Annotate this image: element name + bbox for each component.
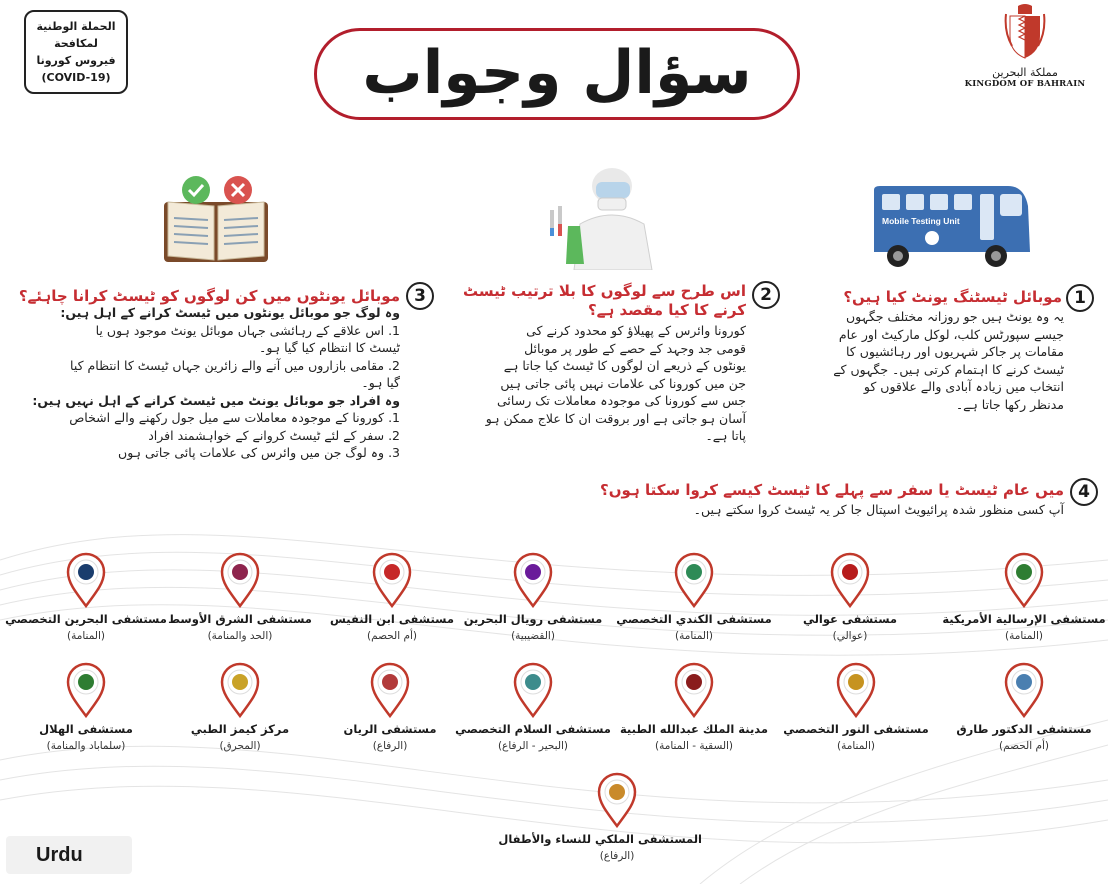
hospital-item	[155, 662, 325, 752]
ibn-alnafees-logo-icon	[372, 552, 412, 608]
hospital-name: مستشفى الشرق الأوسط	[168, 612, 312, 626]
book-check-cross-icon	[160, 174, 272, 268]
middle-east-logo-icon	[220, 552, 260, 608]
kingdom-logo	[960, 2, 1090, 89]
page-title: سؤال وجواب	[314, 28, 800, 120]
hospital-location: (أم الحصم)	[367, 630, 417, 642]
answer-text	[8, 304, 400, 462]
answer-line: 2. مقامی بازاروں میں آنے والے زائرین جہاں ٹیسٹ کا انتظام کیا	[70, 357, 400, 373]
question-title: موبائل یونٹوں میں کن لوگوں کو ٹیسٹ کرانا چاہئے؟	[18, 287, 400, 305]
coat-of-arms-icon	[1002, 2, 1048, 60]
hospital-name: مستشفى الريان	[343, 722, 437, 736]
hospital-item	[155, 552, 325, 642]
campaign-badge	[24, 10, 128, 94]
question-number: 1	[1066, 284, 1094, 312]
hospital-name: مستشفى الدكتور طارق	[956, 722, 1092, 736]
hospital-location: (البحير - الرفاع)	[497, 740, 569, 752]
hospital-item	[939, 552, 1108, 642]
answer-line: گیا ہو۔	[361, 375, 400, 390]
hospital-location: (المنامة)	[66, 630, 105, 642]
bahrain-specialist-logo-icon	[66, 552, 106, 608]
hospital-item	[765, 552, 935, 642]
dr-tariq-logo-icon	[1004, 662, 1044, 718]
health-worker-icon	[540, 166, 670, 270]
answer-line: مدنظر رکھا جاتا ہے۔	[955, 396, 1064, 412]
hospital-name: مستشفى الإرسالية الأمريكية	[942, 612, 1106, 626]
question-number: 3	[406, 282, 434, 310]
answer-line: 1. اس علاقے کے رہائشی جہاں موبائل یونٹ موجود ہوں یا	[95, 322, 400, 338]
answer-line: جس سے کورونا کی موجودہ معاملات تک رسائی	[497, 393, 746, 408]
answer-line: یہ وہ یونٹ ہیں جو روزانہ مختلف جگہوں	[845, 309, 1064, 324]
answer-line: پاتا ہے۔	[705, 428, 746, 443]
answer-line: کورونا وائرس کے پھیلاؤ کو محدود کرنے کی	[526, 323, 746, 338]
mobile-testing-bus	[868, 182, 1034, 272]
awali-logo-icon	[830, 552, 870, 608]
hospital-name: المستشفى الملكي للنساء والأطفال	[498, 832, 702, 846]
hospital-name: مستشفى ابن النفيس	[330, 612, 454, 626]
bus-icon	[868, 182, 1034, 272]
hospital-name: مستشفى النور التخصصي	[783, 722, 929, 736]
alnoor-logo-icon	[836, 662, 876, 718]
answer-line: انتخاب میں زیادہ آبادی والے علاقوں کو	[863, 379, 1064, 394]
question-title: موبائل ٹیسٹنگ یونٹ کیا ہیں؟	[843, 288, 1062, 306]
hospital-name: مستشفى الهلال	[39, 722, 133, 736]
campaign-line: الحملة الوطنية	[36, 20, 116, 33]
royal-women-children-logo-icon	[597, 772, 637, 828]
campaign-line: (COVID-19)	[41, 71, 111, 84]
royal-bahrain-logo-icon	[513, 552, 553, 608]
hospital-name: مستشفى السلام التخصصي	[455, 722, 611, 736]
answer-line: جن میں کورونا کی علامات نہیں پائی جاتی ہیں	[500, 375, 746, 391]
alkindi-logo-icon	[674, 552, 714, 608]
american-mission-logo-icon	[1004, 552, 1044, 608]
hospital-name: مستشفى عوالي	[802, 612, 898, 626]
hospital-location: (المحرق)	[219, 740, 261, 752]
hospital-location: (الحد والمنامة)	[207, 630, 273, 642]
eligible-heading: وہ لوگ جو موبائل یونٹوں میں ٹیسٹ کرانے کے اہل ہیں:	[60, 305, 400, 320]
hospital-item	[1, 552, 171, 642]
hospital-name: مستشفى الكندي التخصصي	[616, 612, 772, 626]
hospital-name: مستشفى رويال البحرين	[463, 612, 603, 626]
hospital-location: (القضيبية)	[511, 630, 555, 642]
answer-line: جیسے سپورٹس کلب، لوکل مارکیٹ اور عام	[838, 326, 1064, 342]
kims-logo-icon	[220, 662, 260, 718]
question-title	[446, 282, 746, 320]
answer-line: آسان ہو جاتی ہے اور بروقت ان کا علاج ممکن ہو	[485, 410, 746, 426]
language-label: Urdu	[6, 836, 132, 874]
answer-line: ٹیسٹ کرنے کا اہتمام کرتی ہیں۔ جگہوں کے	[833, 361, 1064, 377]
ineligible-heading: وہ افراد جو موبائل یونٹ میں ٹیسٹ کرانے کے اہل نہیں ہیں:	[32, 392, 400, 408]
king-abdullah-logo-icon	[674, 662, 714, 718]
answer-line: 3. وہ لوگ جن میں وائرس کی علامات پائی جاتی ہوں	[118, 445, 400, 460]
campaign-line: لمكافحة	[54, 37, 98, 50]
bus-label: Mobile Testing Unit	[882, 216, 960, 226]
hospital-location: (الرفاع)	[372, 740, 408, 752]
hospital-name: مركز كيمز الطبي	[190, 722, 290, 736]
title-line: کرنے کا کیا مقصد ہے؟	[587, 301, 746, 319]
hospital-name: مستشفى البحرين التخصصي	[5, 612, 167, 626]
answer-text: آپ کسی منظور شدہ پرائیویٹ اسپتال جا کر یہ ٹیسٹ کروا سکتے ہیں۔	[693, 502, 1064, 517]
answer-line: یونٹوں کے ذریعے ان لوگوں کا ٹیسٹ کیا جاتا ہے	[503, 358, 746, 373]
hospital-item	[609, 662, 779, 752]
hospital-location: (السقية - المنامة)	[654, 740, 734, 752]
hospital-item	[305, 662, 475, 752]
hospital-item	[498, 772, 702, 862]
question-number: 2	[752, 281, 780, 309]
title-line: اس طرح سے لوگوں کا بلا ترتیب ٹیسٹ	[462, 282, 746, 300]
answer-line: 2. سفر کے لئے ٹیسٹ کروانے کے خواہشمند افراد	[148, 427, 400, 443]
question-title: میں عام ٹیسٹ یا سفر سے پہلے کا ٹیسٹ کیسے کروا سکتا ہوں؟	[600, 481, 1064, 499]
answer-line: مقامات پر جاکر شہریوں اور رہائشیوں کا	[845, 344, 1064, 359]
hospital-name: مدينة الملك عبدالله الطبية	[619, 722, 769, 736]
alsalam-logo-icon	[513, 662, 553, 718]
kingdom-arabic: مملكة البحرين	[992, 66, 1058, 79]
hospital-location: (المنامة)	[1004, 630, 1043, 642]
hospital-item	[307, 552, 477, 642]
kingdom-english: KINGDOM OF BAHRAIN	[964, 79, 1086, 89]
answer-text	[780, 308, 1064, 413]
hospital-location: (عوالي)	[832, 630, 868, 642]
answer-line: ٹیسٹ کا انتظام کیا گیا ہو۔	[259, 340, 400, 355]
hospital-item	[771, 662, 941, 752]
hospital-item	[939, 662, 1108, 752]
hospital-location: (سلماباد والمنامة)	[46, 740, 126, 752]
hospital-location: (المنامة)	[836, 740, 875, 752]
campaign-line: فيروس كورونا	[36, 54, 116, 67]
answer-line: 1. کورونا کے موجودہ معاملات سے میل جول رکھنے والے اشخاص	[69, 410, 400, 425]
alrayan-logo-icon	[370, 662, 410, 718]
hospital-location: (أم الحصم)	[999, 740, 1049, 752]
alhilal-logo-icon	[66, 662, 106, 718]
hospital-location: (الرفاع)	[599, 850, 635, 862]
hospital-location: (المنامة)	[674, 630, 713, 642]
answer-line: قومی جد وجہد کے حصے کے طور پر موبائل	[524, 340, 746, 356]
hospital-item	[609, 552, 779, 642]
answer-text	[438, 322, 746, 445]
hospital-item	[1, 662, 171, 752]
question-number: 4	[1070, 478, 1098, 506]
